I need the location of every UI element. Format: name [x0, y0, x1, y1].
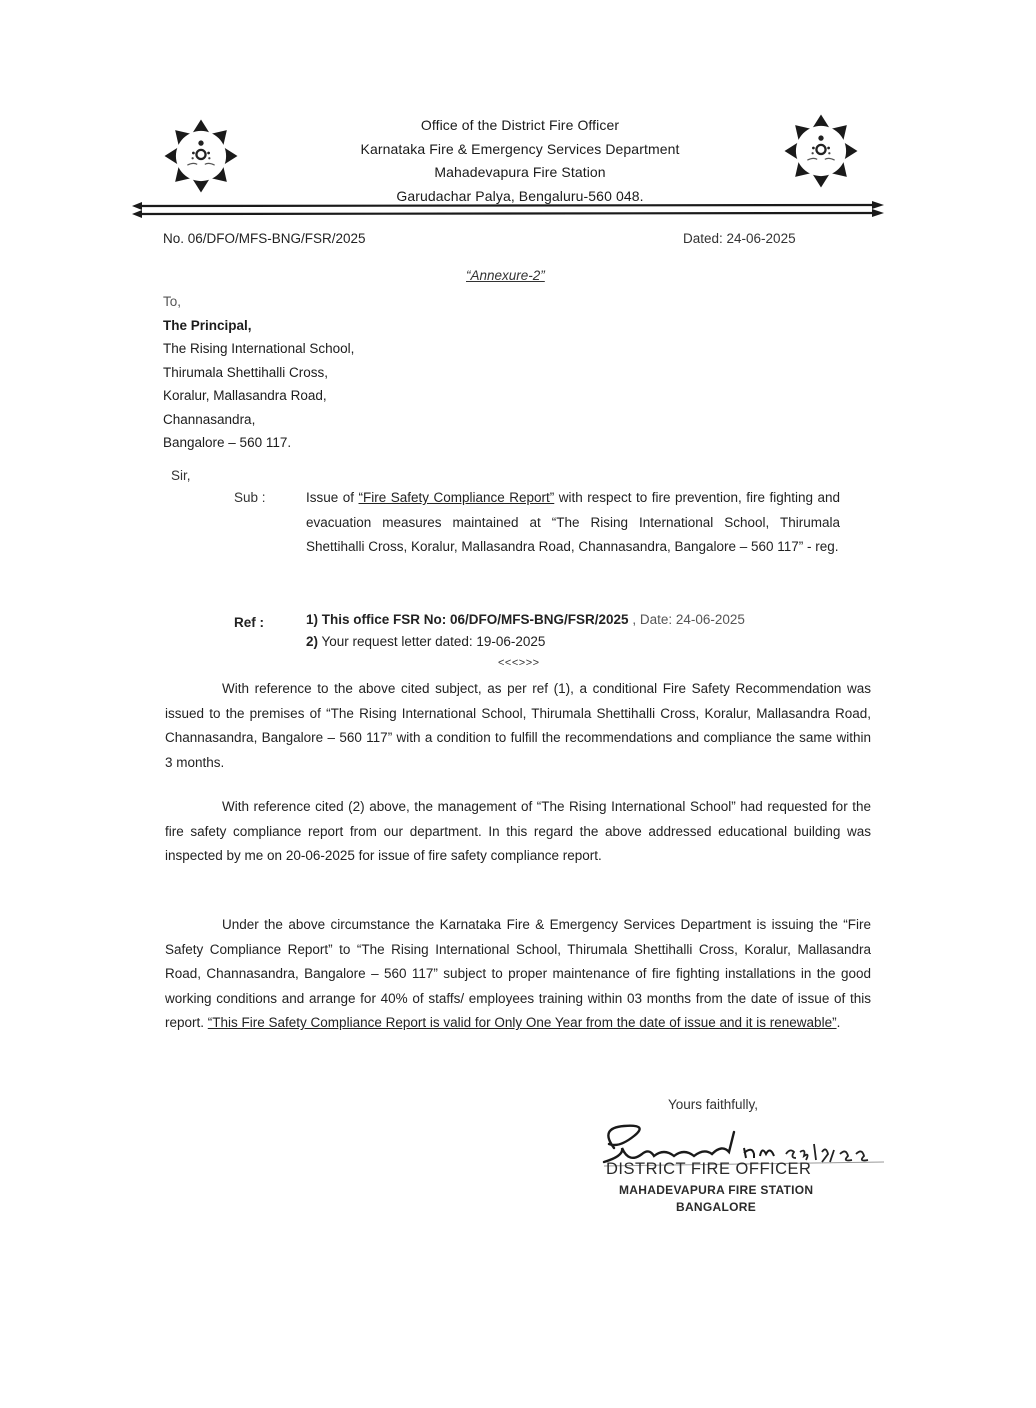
- paragraph-text: With reference to the above cited subject, as per ref (1), a conditional Fire Safety Recommendation was issued to the premises of “The Rising International School, Thirumala Shettihalli Cross, Koralur, Mallasandra Road, Channasandra, Bangalore – 560 117” with a condition to fulfill the recommendations and compliance the same within 3 months.: [165, 681, 871, 770]
- addressee-line: Bangalore – 560 117.: [163, 435, 292, 450]
- station-name: Mahadevapura Fire Station: [434, 164, 606, 180]
- annexure-label: “Annexure-2”: [466, 268, 545, 283]
- fire-department-emblem-icon: [783, 113, 859, 189]
- paragraph-text: With reference cited (2) above, the management of “The Rising International School” had requested for the fire safety compliance report from our department. In this regard the above addressed educational building was inspected by me on 20-06-2025 for issue of fire safety compliance report.: [165, 799, 871, 863]
- salutation: Sir,: [171, 468, 191, 483]
- addressee-line: The Rising International School,: [163, 341, 355, 356]
- addressee-line: Channasandra,: [163, 411, 256, 427]
- references-list: [306, 609, 745, 653]
- subject-text: [306, 486, 840, 560]
- body-paragraph: [165, 677, 871, 775]
- to-label: To,: [163, 294, 182, 309]
- header-divider: [132, 201, 884, 221]
- subject-rest: with respect to fire prevention, fire fighting and evacuation measures maintained at “The Rising International School, Thirumala Shettihalli Cross, Koralur, Mallasandra Road, Channasandra, Bangalore – 560 117” - reg.: [306, 490, 841, 554]
- reference-number: 1): [306, 612, 319, 627]
- office-title: Office of the District Fire Officer: [420, 117, 620, 133]
- reference-item: [306, 631, 745, 653]
- letter-reference-number: No. 06/DFO/MFS-BNG/FSR/2025: [163, 231, 366, 246]
- signatory-city: BANGALORE: [676, 1200, 757, 1214]
- reference-item: [306, 609, 745, 631]
- addressee-line: Koralur, Mallasandra Road,: [163, 388, 327, 403]
- office-address: Garudachar Palya, Bengaluru-560 048.: [396, 187, 644, 204]
- reference-date: , Date: 24-06-2025: [628, 612, 745, 627]
- reference-text: Your request letter dated: 19-06-2025: [318, 634, 546, 649]
- subject-report-title: “Fire Safety Compliance Report”: [358, 490, 555, 505]
- addressee-line: The Principal,: [163, 317, 252, 333]
- body-paragraph: [165, 795, 871, 869]
- reference-number: 2): [306, 634, 319, 649]
- addressee-line: Thirumala Shettihalli Cross,: [163, 364, 329, 380]
- section-separator: <<<>>>: [498, 657, 540, 669]
- department-name: Karnataka Fire & Emergency Services Department: [360, 140, 680, 157]
- letterhead: [300, 114, 740, 208]
- subject-prefix: Issue of: [306, 490, 359, 505]
- body-paragraph: [165, 913, 871, 1036]
- closing-line: Yours faithfully,: [668, 1097, 759, 1112]
- signatory-station: MAHADEVAPURA FIRE STATION: [619, 1183, 814, 1197]
- subject-label: Sub :: [234, 490, 266, 505]
- signatory-title: DISTRICT FIRE OFFICER: [606, 1160, 812, 1178]
- paragraph-text: Under the above circumstance the Karnataka Fire & Emergency Services Department is issuing the “Fire Safety Compliance Report” to “The Rising International School, Thirumala Shettihalli Cross, Koralur, Mallasandra Road, Channasandra, Bangalore – 560 117” subject to proper maintenance of fire fighting installations in the good working conditions and arrange for 40% of staffs/ employees training within 03 months from the date of issue of this report.: [165, 917, 871, 1030]
- fire-department-emblem-icon: [163, 118, 239, 194]
- references-label: Ref :: [234, 615, 264, 630]
- addressee-block: [163, 290, 354, 455]
- reference-text: This office FSR No: 06/DFO/MFS-BNG/FSR/2025: [318, 612, 629, 627]
- paragraph-end: .: [836, 1015, 841, 1030]
- validity-statement: “This Fire Safety Compliance Report is valid for Only One Year from the date of issue and it is renewable”: [207, 1015, 837, 1030]
- letter-date: Dated: 24-06-2025: [683, 231, 796, 246]
